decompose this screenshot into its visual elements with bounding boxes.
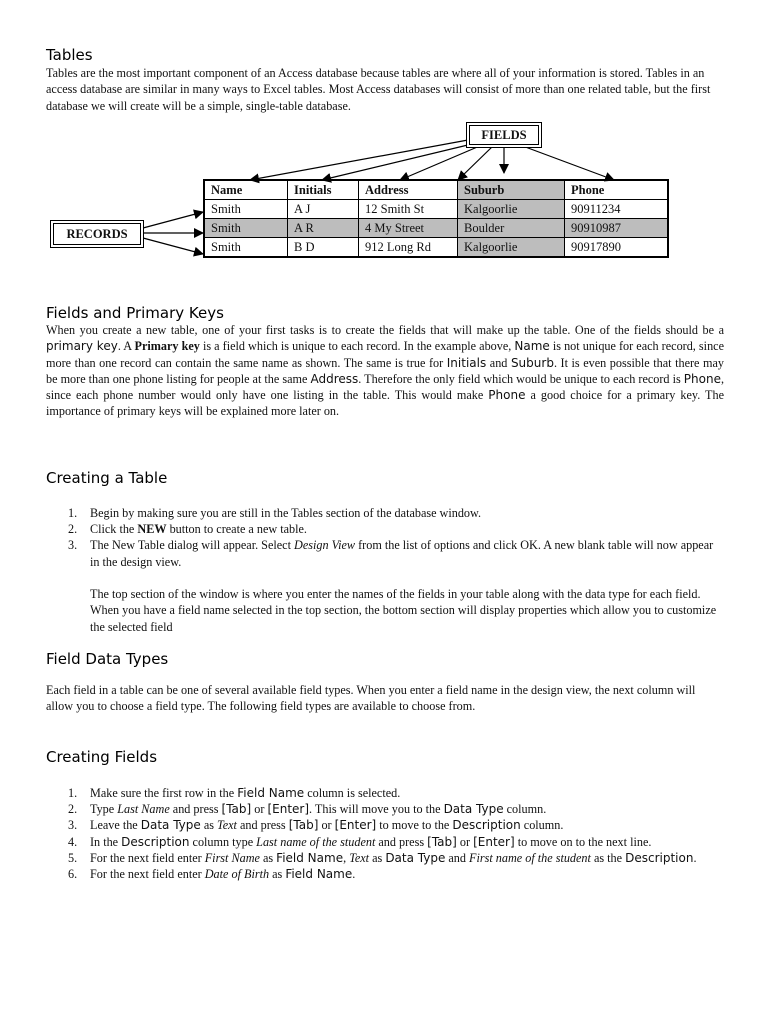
table-row bbox=[204, 238, 668, 258]
records-label: RECORDS bbox=[66, 226, 128, 241]
fields-label: FIELDS bbox=[481, 127, 527, 142]
table-cell: A R bbox=[288, 219, 359, 238]
table-cell: 12 Smith St bbox=[359, 200, 458, 219]
list-item: 3. Leave the Data Type as Text and press [Tab] or [Enter] to move to the Description column. bbox=[68, 818, 564, 833]
table-cell: Smith bbox=[204, 238, 288, 258]
col-header-phone: Phone bbox=[565, 180, 669, 200]
table-cell: Kalgoorlie bbox=[458, 238, 565, 258]
list-item: 2. Type Last Name and press [Tab] or [Enter]. This will move you to the Data Type column. bbox=[68, 802, 547, 817]
col-header-suburb: Suburb bbox=[458, 180, 565, 200]
records-label-box bbox=[50, 220, 144, 248]
table-cell: Smith bbox=[204, 219, 288, 238]
list-item: 2. Click the NEW button to create a new table. bbox=[68, 522, 307, 537]
table-cell: 4 My Street bbox=[359, 219, 458, 238]
list-item: 6. For the next field enter Date of Birth as Field Name. bbox=[68, 867, 356, 882]
fields-label-box bbox=[466, 122, 542, 148]
creating-table-steps bbox=[46, 505, 724, 570]
table-cell: Smith bbox=[204, 200, 288, 219]
data-types-heading: Field Data Types bbox=[46, 650, 169, 668]
field-arrow-suburb bbox=[458, 145, 494, 180]
design-view-explanation: The top section of the window is where you enter the names of the fields in your table along with the data type for each field. When you have a field name selected in the top section, the bottom section will display properties which allow you to customize the selected field bbox=[90, 587, 717, 634]
table-header-row bbox=[204, 180, 668, 200]
creating-table-heading: Creating a Table bbox=[46, 469, 168, 487]
col-header-name: Name bbox=[204, 180, 288, 200]
table-cell: A J bbox=[288, 200, 359, 219]
field-arrow-phone bbox=[520, 145, 614, 180]
record-arrow-3 bbox=[143, 238, 203, 254]
tables-heading: Tables bbox=[46, 46, 93, 64]
list-item: 1. Make sure the first row in the Field Name column is selected. bbox=[68, 786, 401, 800]
col-header-initials: Initials bbox=[288, 180, 359, 200]
table-row bbox=[204, 219, 668, 238]
record-arrow-1 bbox=[143, 212, 203, 228]
field-arrow-initials bbox=[322, 144, 472, 180]
table-cell: 912 Long Rd bbox=[359, 238, 458, 258]
list-item: 1. Begin by making sure you are still in the Tables section of the database window. bbox=[68, 506, 482, 520]
table-cell: 90910987 bbox=[565, 219, 669, 238]
creating-fields-heading: Creating Fields bbox=[46, 748, 158, 766]
table-row bbox=[204, 200, 668, 219]
fields-keys-paragraph: When you create a new table, one of your first tasks is to create the fields that will make up the table. One of the fields should be a primary key. A Primary key is a field which is unique to each record. In the example above, Name is not unique for each record, since more than one record can contain the same name as shown. The same is true for Initials and Suburb. It is even possible that there may be more than one phone listing for people at the same Address. Therefore the only field which would be unique to each record is Phone, since each phone number would only have one listing in the table. This would make Phone a good choice for a primary key. The importance of primary keys will be explained more later on. bbox=[46, 323, 724, 419]
example-table bbox=[203, 179, 669, 258]
tables-intro: Tables are the most important component of an Access database because tables are where all of your information is stored. Tables in an access database are similar in many ways to Excel tables. Most Access databases will consist of more than one related table, but the first database we will create will be a simple, single-table database. bbox=[46, 66, 711, 113]
table-cell: 90917890 bbox=[565, 238, 669, 258]
table-cell: 90911234 bbox=[565, 200, 669, 219]
list-item: 4. In the Description column type Last name of the student and press [Tab] or [Enter] to move on to the next line. bbox=[68, 834, 652, 849]
list-item: 5. For the next field enter First Name as Field Name, Text as Data Type and First name of the student as the Description. bbox=[68, 850, 697, 865]
table-cell: Boulder bbox=[458, 219, 565, 238]
creating-fields-steps bbox=[46, 785, 724, 882]
col-header-address: Address bbox=[359, 180, 458, 200]
fields-keys-heading: Fields and Primary Keys bbox=[46, 304, 224, 322]
data-types-paragraph: Each field in a table can be one of several available field types. When you enter a field name in the design view, the next column will allow you to choose a field type. The following field types are available to choose from. bbox=[46, 683, 696, 714]
table-cell: B D bbox=[288, 238, 359, 258]
list-item: 3. The New Table dialog will appear. Select Design View from the list of options and click OK. A new blank table will now appear in the design view. bbox=[68, 538, 714, 569]
field-arrow-name bbox=[250, 140, 468, 180]
table-cell: Kalgoorlie bbox=[458, 200, 565, 219]
